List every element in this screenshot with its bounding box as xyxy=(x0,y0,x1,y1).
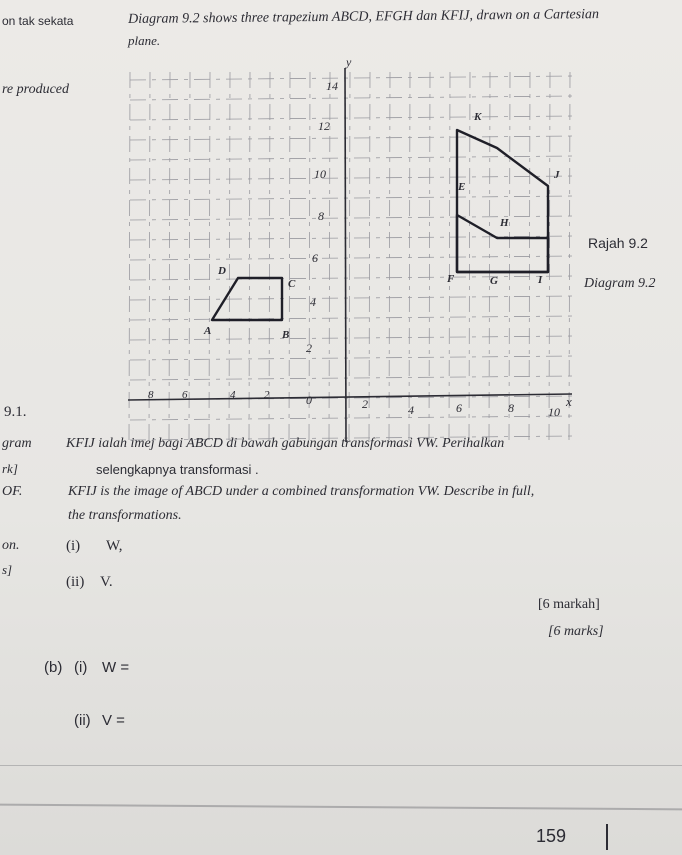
x-axis-label: x xyxy=(566,394,572,409)
margin-work-word: rk] xyxy=(2,461,18,476)
part-ii-label: (ii) xyxy=(66,574,85,590)
grid-line-v xyxy=(529,72,530,442)
vertex-label-e: E xyxy=(458,181,466,193)
y-axis-label: y xyxy=(346,55,352,69)
grid-line-v xyxy=(129,72,130,442)
y-axis xyxy=(345,68,346,442)
marks-malay: [6 markah] xyxy=(538,597,600,612)
grid-line-v xyxy=(569,72,570,442)
grid-line-v xyxy=(149,72,150,442)
x-tick-label-negative: 6 xyxy=(182,389,188,401)
question-malay-line2: selengkapnya transformasi . xyxy=(96,462,259,477)
grid-line-h xyxy=(130,116,576,120)
grid-line-v xyxy=(269,72,270,442)
part-b-label: (b) xyxy=(44,659,63,676)
vertex-label-f: F xyxy=(447,273,455,285)
vertex-label-c: C xyxy=(288,278,296,290)
part-b-i-label: (i) xyxy=(74,659,88,676)
answer-rule-1 xyxy=(0,765,682,766)
part-i-text: W, xyxy=(106,538,123,554)
x-tick-label-positive: 10 xyxy=(548,405,560,419)
grid-line-h xyxy=(130,96,576,100)
grid-line-v xyxy=(369,72,370,442)
axes xyxy=(128,68,572,442)
grid-line-v xyxy=(189,72,190,442)
vertex-label-h: H xyxy=(500,217,509,229)
question-header-line1: Diagram 9.2 shows three trapezium ABCD, EFGH dan KFIJ, drawn on a Cartesian xyxy=(128,7,600,27)
grid-line-v xyxy=(449,72,450,442)
part-b-ii-label: (ii) xyxy=(74,712,91,729)
x-tick-label-positive: 8 xyxy=(508,401,514,415)
margin-of-word: OF. xyxy=(2,484,23,499)
y-tick-label: 12 xyxy=(318,119,330,133)
grid-line-v xyxy=(309,72,310,442)
vertex-label-i: I xyxy=(538,274,543,286)
part-b-ii-text: V = xyxy=(102,712,125,729)
y-tick-label: 2 xyxy=(306,341,312,355)
vertex-label-g: G xyxy=(490,275,498,287)
part-b-i-text: W = xyxy=(102,659,130,676)
grid-line-v xyxy=(409,72,410,442)
marks-english: [6 marks] xyxy=(548,624,604,639)
grid-line-v xyxy=(209,72,210,442)
grid-line-h xyxy=(130,176,576,180)
question-english-line2: the transformations. xyxy=(68,508,182,523)
margin-diagram-word: gram xyxy=(2,436,32,451)
x-tick-label-positive: 6 xyxy=(456,401,462,415)
page-marker xyxy=(606,824,608,850)
grid-line-v xyxy=(469,72,470,442)
y-tick-label: 8 xyxy=(318,209,324,223)
question-header-line2: plane. xyxy=(128,33,161,48)
grid xyxy=(129,72,576,442)
vertex-label-j: J xyxy=(554,169,560,181)
grid-line-h xyxy=(130,196,576,200)
grid-line-h xyxy=(130,216,576,220)
grid-line-v xyxy=(249,72,250,442)
part-ii-text: V. xyxy=(100,574,113,590)
answer-rule-2 xyxy=(0,804,682,811)
vertex-labels xyxy=(203,111,560,341)
grid-line-h xyxy=(130,356,576,360)
diagram-caption-english: Diagram 9.2 xyxy=(584,276,656,291)
question-english-line1: KFIJ is the image of ABCD under a combined transformation VW. Describe in full, xyxy=(68,484,535,499)
y-tick-labels xyxy=(306,79,338,355)
y-tick-label: 14 xyxy=(326,79,338,93)
x-tick-label-negative: 4 xyxy=(230,389,236,401)
x-tick-label-negative: 8 xyxy=(148,389,154,401)
grid-line-v xyxy=(229,72,230,442)
vertex-label-k: K xyxy=(474,111,482,123)
x-tick-labels xyxy=(148,389,560,419)
x-tick-label-positive: 4 xyxy=(408,403,414,417)
grid-line-v xyxy=(389,72,390,442)
grid-line-v xyxy=(509,72,510,442)
grid-line-v xyxy=(349,72,350,442)
question-malay-line1: KFIJ ialah imej bagi ABCD di bawah gabungan transformasi VW. Perihalkan xyxy=(66,436,505,451)
margin-reproduced: re produced xyxy=(2,82,69,97)
trapezium-kfij xyxy=(457,130,548,272)
vertex-label-a: A xyxy=(204,325,212,337)
page-number: 159 xyxy=(536,826,567,846)
grid-line-v xyxy=(289,72,290,442)
margin-on-word: on. xyxy=(2,538,20,553)
vertex-label-d: D xyxy=(218,265,226,277)
margin-malay-header: on tak sekata xyxy=(2,14,74,28)
x-tick-label-positive: 2 xyxy=(362,397,368,411)
grid-line-h xyxy=(130,256,576,260)
margin-question-number: 9.1. xyxy=(4,404,27,420)
x-tick-label-zero: 0 xyxy=(306,393,312,407)
grid-line-h xyxy=(130,376,576,380)
margin-marks-word: s] xyxy=(2,562,13,577)
x-tick-label-negative: 2 xyxy=(264,389,270,401)
grid-line-h xyxy=(130,136,576,140)
diagram-caption-malay: Rajah 9.2 xyxy=(588,235,648,251)
y-tick-label: 6 xyxy=(312,251,318,265)
grid-line-v xyxy=(169,72,170,442)
y-tick-label: 4 xyxy=(310,295,316,309)
y-tick-label: 10 xyxy=(314,167,326,181)
part-i-label: (i) xyxy=(66,538,81,554)
grid-line-h xyxy=(130,76,576,80)
vertex-label-b: B xyxy=(282,329,290,341)
